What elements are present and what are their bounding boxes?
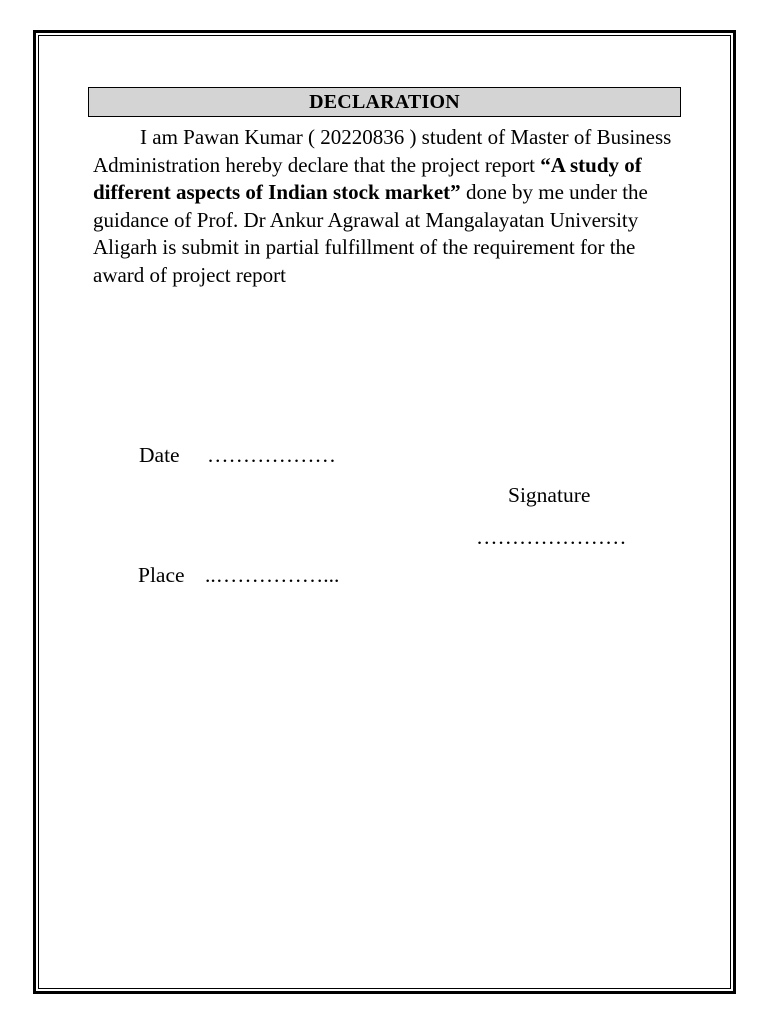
place-field: ..……………... xyxy=(205,563,340,587)
place-label: Place xyxy=(138,563,185,587)
declaration-title xyxy=(88,87,681,117)
paragraph-part-2: done by me under the guidance of Prof. Dr Ankur Agrawal at Mangalayatan University Aligarh is submit in partial fulfillment of the requirement for the award of project report xyxy=(93,180,648,287)
date-field: ……………… xyxy=(207,443,336,467)
declaration-title-text: DECLARATION xyxy=(309,90,460,113)
date-label: Date xyxy=(139,443,180,467)
project-title: “A study of different aspects of Indian stock market” xyxy=(93,152,642,204)
declaration-paragraph xyxy=(93,124,683,289)
paragraph-part-1: I am Pawan Kumar ( 20220836 ) student of Master of Business Administration hereby declare that the project report xyxy=(93,125,672,177)
signature-label: Signature xyxy=(508,483,591,507)
signature-field: ………………… xyxy=(476,525,627,549)
